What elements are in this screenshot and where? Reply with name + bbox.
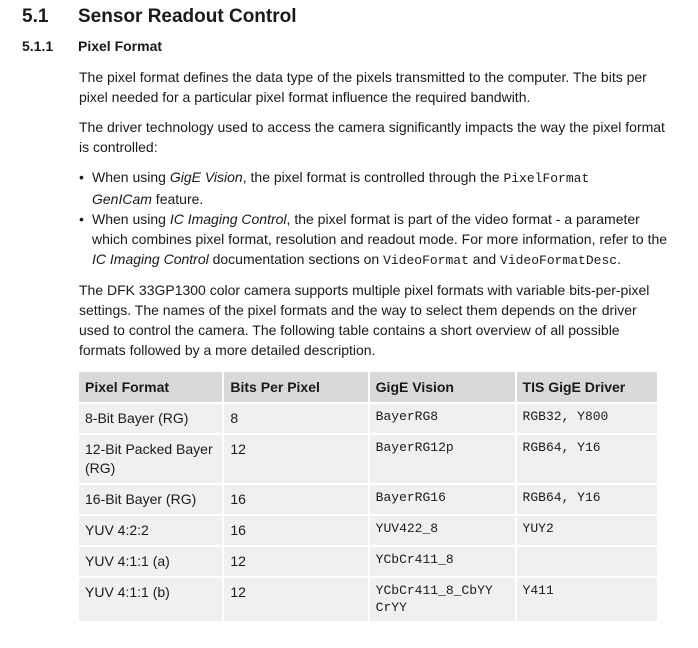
- text: , the pixel format is part of the video format - a parameter which combines pixel format, resolution and readout mode. For more information, refer to the: [92, 211, 668, 247]
- cell-pixel-format: YUV 4:1:1 (b): [79, 578, 222, 621]
- cell-bits-per-pixel: 12: [224, 547, 367, 576]
- header-gige-vision: GigE Vision: [370, 372, 515, 402]
- pixel-format-table: [77, 370, 659, 623]
- section-body: [79, 67, 669, 623]
- text: documentation sections on: [208, 251, 384, 267]
- text: When using: [92, 211, 170, 227]
- table-row: [79, 485, 657, 514]
- cell-gige-vision: BayerRG12p: [370, 435, 515, 483]
- table-row: [79, 578, 657, 621]
- text: , the pixel format is controlled through the: [242, 169, 504, 185]
- table-row: [79, 547, 657, 576]
- text: .: [617, 251, 621, 267]
- table-row: [79, 435, 657, 483]
- subsection-heading: [22, 38, 162, 54]
- emphasis: IC Imaging Control: [92, 251, 209, 267]
- code-term: VideoFormatDesc: [500, 253, 618, 268]
- code-term: PixelFormat: [503, 171, 590, 186]
- list-item-gige-vision: [79, 167, 669, 209]
- cell-tis-gige-driver: RGB32, Y800: [517, 404, 657, 433]
- subsection-title: Pixel Format: [78, 38, 163, 54]
- cell-pixel-format: YUV 4:1:1 (a): [79, 547, 222, 576]
- subsection-number: 5.1.1: [22, 38, 54, 54]
- emphasis: IC Imaging Control: [169, 211, 287, 227]
- cell-bits-per-pixel: 16: [224, 516, 367, 545]
- cell-tis-gige-driver: [517, 547, 657, 576]
- text: and: [468, 251, 501, 267]
- list-item-ic-imaging-control: [79, 209, 669, 271]
- cell-tis-gige-driver: RGB64, Y16: [517, 435, 657, 483]
- cell-gige-vision: BayerRG16: [370, 485, 515, 514]
- header-tis-gige-driver: TIS GigE Driver: [517, 372, 657, 402]
- cell-tis-gige-driver: YUY2: [517, 516, 657, 545]
- cell-gige-vision: YCbCr411_8: [370, 547, 515, 576]
- header-bits-per-pixel: Bits Per Pixel: [224, 372, 367, 402]
- section-number: 5.1: [22, 6, 49, 27]
- cell-pixel-format: 12-Bit Packed Bayer (RG): [79, 435, 222, 483]
- cell-bits-per-pixel: 8: [224, 404, 367, 433]
- cell-gige-vision: YCbCr411_8_CbYY CrYY: [370, 578, 515, 621]
- driver-list: [79, 167, 669, 271]
- code-term: VideoFormat: [383, 253, 469, 268]
- table-row: [79, 404, 657, 433]
- table-row: [79, 516, 657, 545]
- header-pixel-format: Pixel Format: [79, 372, 222, 402]
- section-title: Sensor Readout Control: [78, 6, 297, 27]
- cell-bits-per-pixel: 12: [224, 435, 367, 483]
- emphasis: GigE Vision: [169, 169, 243, 185]
- cell-tis-gige-driver: Y411: [517, 578, 657, 621]
- cell-gige-vision: BayerRG8: [370, 404, 515, 433]
- section-heading: [22, 6, 297, 28]
- driver-paragraph: The driver technology used to access the camera significantly impacts the way the pixel format is controlled:: [79, 119, 665, 155]
- emphasis: GenICam: [92, 191, 152, 207]
- cell-pixel-format: YUV 4:2:2: [79, 516, 222, 545]
- formats-paragraph: The DFK 33GP1300 color camera supports multiple pixel formats with variable bits-per-pixel settings. The names of the pixel formats and the way to select them depends on the driver used to control the camera. The following table contains a short overview of all possible formats followed by a more detailed description.: [79, 282, 650, 358]
- cell-bits-per-pixel: 16: [224, 485, 367, 514]
- text: When using: [92, 169, 170, 185]
- text: feature.: [151, 191, 204, 207]
- cell-bits-per-pixel: 12: [224, 578, 367, 621]
- cell-pixel-format: 16-Bit Bayer (RG): [79, 485, 222, 514]
- table-header-row: [79, 372, 657, 402]
- cell-gige-vision: YUV422_8: [370, 516, 515, 545]
- cell-pixel-format: 8-Bit Bayer (RG): [79, 404, 222, 433]
- intro-paragraph: The pixel format defines the data type of the pixels transmitted to the computer. The bits per pixel needed for a particular pixel format influence the required bandwith.: [79, 69, 647, 105]
- cell-tis-gige-driver: RGB64, Y16: [517, 485, 657, 514]
